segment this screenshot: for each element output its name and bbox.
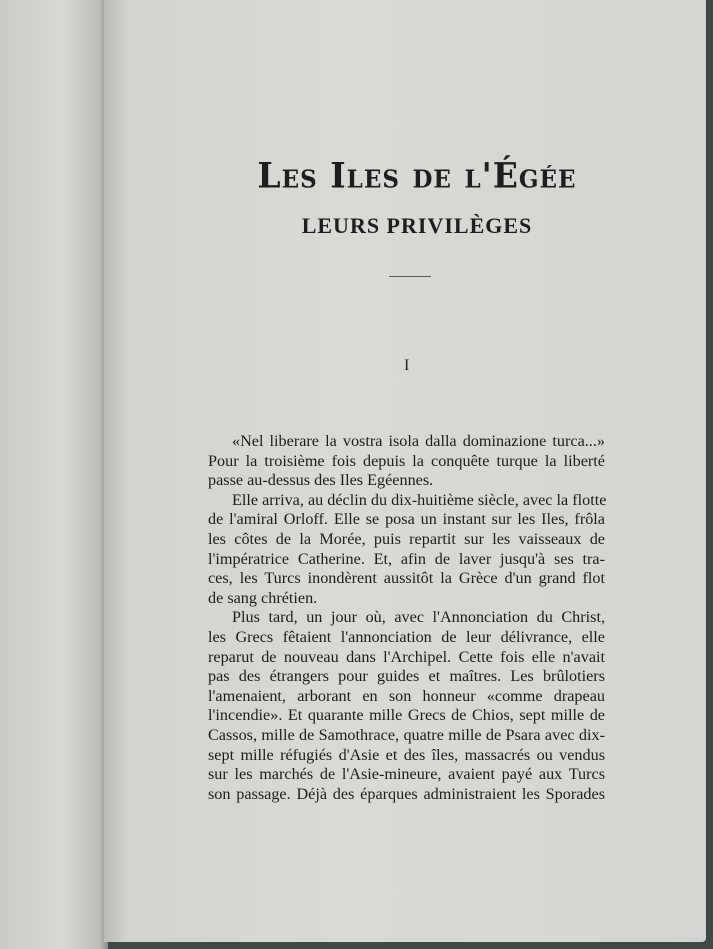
text-line: pas des étrangers pour guides et maîtres. Les brûlotiers xyxy=(208,667,605,686)
text-line: de sang chrétien. xyxy=(208,588,318,607)
text-line: sur les marchés de l'Asie-mineure, avaient payé aux Turcs xyxy=(208,765,605,784)
text-line: Pour la troisième fois depuis la conquête turque la liberté xyxy=(208,451,605,470)
text-line: passe au-dessus des Iles Egéennes. xyxy=(208,471,434,490)
body-text xyxy=(208,432,605,804)
text-line: Plus tard, un jour où, avec l'Annonciation du Christ, xyxy=(232,608,605,627)
book-page xyxy=(104,0,706,942)
chapter-subtitle: LEURS PRIVILÈGES xyxy=(301,213,533,238)
left-page xyxy=(0,0,108,949)
section-number: I xyxy=(404,357,410,374)
text-line: Elle arriva, au déclin du dix-huitième siècle, avec la flotte xyxy=(232,490,607,509)
text-line: «Nel liberare la vostra isola dalla dominazione turca...» xyxy=(232,432,605,450)
text-line: l'amenaient, arborant en son honneur «comme drapeau xyxy=(208,686,605,705)
text-line: ces, les Turcs inondèrent aussitôt la Grèce d'un grand flot xyxy=(208,569,605,588)
chapter-title: Les Iles de l'Égée xyxy=(257,155,577,196)
text-line: l'incendie». Et quarante mille Grecs de Chios, sept mille de xyxy=(208,706,605,725)
text-line: les côtes de la Morée, puis repartit sur les vaisseaux de xyxy=(208,529,605,548)
text-line: Cassos, mille de Samothrace, quatre mille de Psara avec dix- xyxy=(208,725,605,744)
text-line: les Grecs fêtaient l'annonciation de leur délivrance, elle xyxy=(208,627,605,646)
text-line: de l'amiral Orloff. Elle se posa un instant sur les Iles, frôla xyxy=(208,510,605,529)
title-divider xyxy=(389,276,431,277)
text-line: reparut de nouveau dans l'Archipel. Cette fois elle n'avait xyxy=(208,647,605,666)
text-line: sept mille réfugiés d'Asie et des îles, massacrés ou vendus xyxy=(208,745,605,764)
text-line: son passage. Déjà des éparques administraient les Sporades xyxy=(208,784,605,803)
text-line: l'impératrice Catherine. Et, afin de laver jusqu'à ses tra- xyxy=(208,549,605,568)
